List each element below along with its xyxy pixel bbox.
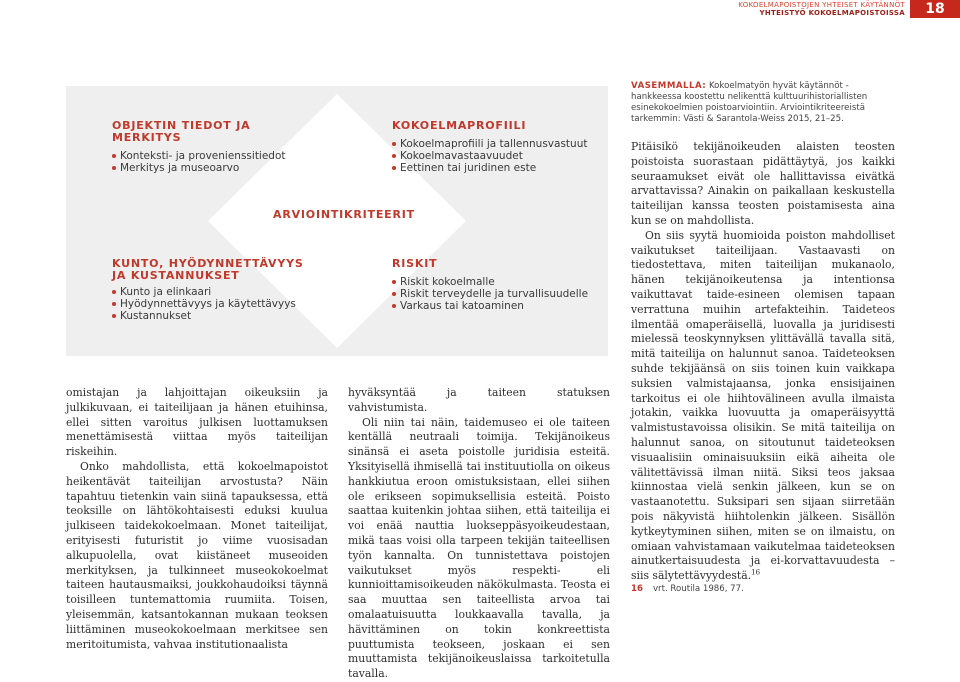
list-item: Merkitys ja museoarvo	[112, 162, 312, 174]
list-item: Konteksti- ja provenienssitiedot	[112, 150, 312, 162]
box-collection-profile	[392, 120, 602, 174]
box-collection-profile-title: KOKOELMAPROFIILI	[392, 119, 527, 132]
box-condition-list	[112, 286, 312, 322]
box-collection-profile-list	[392, 138, 602, 174]
paragraph	[631, 229, 895, 584]
list-item: Kokoelmaprofiili ja tallennusvastuut	[392, 138, 602, 150]
box-object-info-list	[112, 150, 312, 174]
box-condition-title-line1: KUNTO, HYÖDYNNETTÄVYYS	[112, 257, 304, 270]
paragraph: Onko mahdollista, että kokoelmapoistot heikentävät taiteilijan arvostusta? Näin tapahtuu tietenkin vain siinä tapauksessa, että teoksille on lähtökohtaisesti eduksi kuulua julkiseen taidekokoelmaan. Monet taiteilijat, erityisesti futuristit jo viime vuosisadan alkupuolella, ovat kiistäneet museoiden merkityksen, ja tulkinneet museokokoelmat taiteen hautausmaiksi, joukkohaudoiksi täynnä toisilleen tuntemattomia ruumiita. Toisen, yleisemmän, katsantokannan mukaan teoksen liittäminen museokokoelmaan merkitsee sen meritoitumista, vahvaa institutionaalista	[66, 459, 328, 651]
box-risks-title: RISKIT	[392, 257, 438, 270]
page-number	[910, 0, 960, 18]
paragraph-text: On siis syytä huomioida poiston mahdolliset vaikutukset taiteilijaan. Vastaavasti on tiedostettava, miten taiteilijan mukanaolo, hänen tekijänoikeutensa ja intentionsa vaikuttavat taide-esineen olemisen tapaan verrattuna muihin artefakteihin. Taideteos ilmentää omaperäisellä, luovalla ja juridisesti mielessä teoskynnyksen ylittävällä tavalla sitä, mitä taiteilija on halunnut sanoa. Taideteoksen suhde tekijäänsä on siis toinen kuin vaikkapa suksien valmistajaansa, jonka ensisijainen tarkoitus ei ole hiihtovälineen avulla ilmaista jotakin, vaikka luovuutta ja omaperäisyyttä valmistustavoissa olisikin. Se mitä taiteilija on halunnut sanoa, on sitoutunut taideteoksen visuaalisiin ominaisuuksiin eikä aiheita ole välitettävissä ilman niitä. Siksi teos jaksaa kiinnostaa vielä senkin jälkeen, kun se on vastaanotettu. Suksipari sen sijaan siirretään pois näkyvistä hiihtolenkin jälkeen. Sisällön kytkeytyminen siihen, miten se on ilmaistu, on omiaan vahvistamaan vaikutelmaa taideteoksen ainutkertaisuudesta ja ei-korvattavuudesta – siis sälytettävyydestä.	[631, 228, 895, 583]
running-header-line1: KOKOELMAPOISTOJEN YHTEISET KÄYTÄNNÖT	[738, 1, 905, 9]
list-item: Riskit kokoelmalle	[392, 276, 602, 288]
evaluation-criteria-diagram	[66, 86, 608, 356]
footnote	[631, 584, 895, 594]
footnote-text: vrt. Routila 1986, 77.	[652, 584, 744, 594]
list-item: Kokoelmavastaavuudet	[392, 150, 602, 162]
page-number-text: 18	[910, 0, 960, 18]
list-item: Varkaus tai katoaminen	[392, 300, 602, 312]
list-item: Kunto ja elinkaari	[112, 286, 312, 298]
body-column-3	[631, 140, 895, 584]
body-column-2	[348, 386, 610, 682]
list-item: Riskit terveydelle ja turvallisuudelle	[392, 288, 602, 300]
caption-text: Kokoelmatyön hyvät käytännöt -hankkeessa koostettu nelikenttä kulttuurihistoriallisten esinekokoelmien poistoarviointiin. Arviointikriteereistä tarkemmin: Västi & Sarantola-Weiss 2015, 21–25.	[631, 81, 868, 124]
box-risks-list	[392, 276, 602, 312]
box-condition-title	[112, 258, 312, 282]
caption-lead: VASEMMALLA:	[631, 81, 707, 91]
box-risks	[392, 258, 602, 312]
box-condition-title-line2: JA KUSTANNUKSET	[112, 269, 240, 282]
center-label: ARVIOINTIKRITEERIT	[273, 204, 397, 226]
figure-caption	[631, 81, 897, 125]
paragraph: omistajan ja lahjoittajan oikeuksiin ja julkikuvaan, ei taiteilijaan ja hänen etuihinsa, ellei sitten varoitus julkisen luottamuksen menettämisestä viittaa myös taiteilijan riskeihin.	[66, 386, 328, 459]
footnote-ref: 16	[751, 568, 761, 577]
paragraph: Oli niin tai näin, taidemuseo ei ole taiteen kentällä neutraali toimija. Tekijänoikeus sinänsä ei aseta poistolle juridisia esteitä. Yksityisellä ihmisellä tai instituutiolla on oikeus hankkiutua eroon omistuksistaan, ellei siihen ole erikseen sopimuksellisia esteitä. Poisto saattaa kuitenkin johtaa siihen, että taiteilija ei voi enää nauttia luokseppäsyoikeudestaan, mikä taas voisi olla tarpeen tekijän taiteellisen työn kannalta. On tunnistettava poistojen vaikutukset myös respekti- eli kunnioittamisoikeuden näkökulmasta. Teosta ei saa muuttaa sen taiteellista arvoa tai omalaatuisuutta loukkaavalla tavalla, ja hävittäminen on tokin konkreettista puuttumista teokseen, joskaan ei sen muuttamista tekijänoikeuslaissa tarkoitetulla tavalla.	[348, 415, 610, 681]
running-header	[738, 1, 905, 17]
paragraph: Pitäisikö tekijänoikeuden alaisten teosten poistoista suorastaan pidättäytyä, jos kaikki seuraamukset eivät ole hallittavissa eivätkä arvattavissa? Ainakin on paikallaan keskustella taiteilijan kanssa teosten poistamisesta aina kun se on mahdollista.	[631, 140, 895, 227]
box-condition	[112, 258, 312, 322]
body-column-1	[66, 386, 328, 652]
list-item: Hyödynnettävyys ja käytettävyys	[112, 298, 312, 310]
footnote-number: 16	[631, 584, 643, 594]
list-item: Kustannukset	[112, 310, 312, 322]
running-header-line2: YHTEISTYÖ KOKOELMAPOISTOISSA	[759, 9, 905, 17]
box-object-info-title: OBJEKTIN TIEDOT JA MERKITYS	[112, 119, 251, 144]
box-object-info	[112, 120, 312, 174]
paragraph: hyväksyntää ja taiteen statuksen vahvistumista.	[348, 386, 610, 414]
list-item: Eettinen tai juridinen este	[392, 162, 602, 174]
